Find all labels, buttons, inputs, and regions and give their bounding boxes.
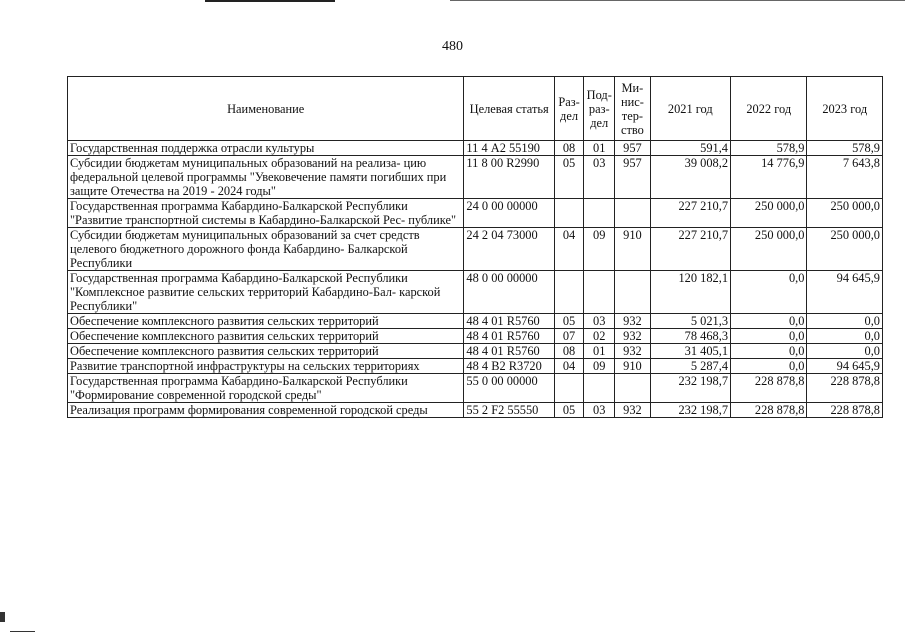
table-body: [68, 141, 883, 418]
cell-name: Реализация программ формирования современной городской среды: [68, 403, 464, 418]
cell-2022: 0,0: [731, 344, 807, 359]
cell-ministry: [615, 374, 650, 403]
header-target: Целевая статья: [464, 77, 555, 141]
table-row: [68, 344, 883, 359]
table-row: [68, 141, 883, 156]
cell-2022: 250 000,0: [731, 228, 807, 271]
cell-section: 05: [554, 156, 583, 199]
cell-ministry: 932: [615, 344, 650, 359]
table-row: [68, 329, 883, 344]
cell-2022: 0,0: [731, 359, 807, 374]
cell-2023: 250 000,0: [807, 228, 883, 271]
cell-section: 07: [554, 329, 583, 344]
cell-name: Субсидии бюджетам муниципальных образований за счет средств целевого бюджетного дорожного фонда Кабардино- Балкарской Республики: [68, 228, 464, 271]
cell-ministry: 957: [615, 141, 650, 156]
cell-subsection: [584, 271, 615, 314]
table-row: [68, 314, 883, 329]
cell-section: 05: [554, 314, 583, 329]
cell-2021: 5 021,3: [650, 314, 730, 329]
header-ministry: Ми- нис- тер- ство: [615, 77, 650, 141]
cell-target: 55 0 00 00000: [464, 374, 555, 403]
cell-name: Развитие транспортной инфраструктуры на сельских территориях: [68, 359, 464, 374]
cell-2021: 232 198,7: [650, 403, 730, 418]
cell-2023: 0,0: [807, 344, 883, 359]
table-row: [68, 199, 883, 228]
cell-subsection: [584, 374, 615, 403]
cell-target: 48 4 01 R5760: [464, 344, 555, 359]
cell-section: [554, 374, 583, 403]
cell-target: 11 8 00 R2990: [464, 156, 555, 199]
table-row: [68, 228, 883, 271]
cell-section: [554, 271, 583, 314]
budget-table: [67, 76, 883, 418]
table-row: [68, 374, 883, 403]
header-name: Наименование: [68, 77, 464, 141]
cell-2021: 232 198,7: [650, 374, 730, 403]
scan-mark: [0, 612, 5, 622]
cell-2022: 228 878,8: [731, 374, 807, 403]
cell-subsection: 01: [584, 141, 615, 156]
cell-ministry: [615, 199, 650, 228]
cell-target: 24 2 04 73000: [464, 228, 555, 271]
cell-section: [554, 199, 583, 228]
cell-ministry: [615, 271, 650, 314]
cell-subsection: 09: [584, 359, 615, 374]
table-row: [68, 156, 883, 199]
cell-name: Обеспечение комплексного развития сельских территорий: [68, 329, 464, 344]
cell-2023: 228 878,8: [807, 403, 883, 418]
top-rule-right: [450, 0, 905, 1]
cell-ministry: 957: [615, 156, 650, 199]
cell-section: 05: [554, 403, 583, 418]
table-header-row: [68, 77, 883, 141]
cell-2021: 591,4: [650, 141, 730, 156]
cell-subsection: 03: [584, 403, 615, 418]
page-number: 480: [442, 39, 463, 54]
cell-2022: 0,0: [731, 329, 807, 344]
cell-subsection: [584, 199, 615, 228]
cell-2022: 228 878,8: [731, 403, 807, 418]
cell-2023: 7 643,8: [807, 156, 883, 199]
cell-target: 48 4 В2 R3720: [464, 359, 555, 374]
table-row: [68, 403, 883, 418]
cell-ministry: 910: [615, 359, 650, 374]
cell-target: 48 4 01 R5760: [464, 329, 555, 344]
cell-target: 55 2 F2 55550: [464, 403, 555, 418]
cell-name: Обеспечение комплексного развития сельских территорий: [68, 314, 464, 329]
cell-name: Субсидии бюджетам муниципальных образований на реализа- цию федеральной целевой программы "Увековечение памяти погибших при защите Отечества на 2019 - 2024 годы": [68, 156, 464, 199]
cell-2021: 39 008,2: [650, 156, 730, 199]
cell-name: Государственная программа Кабардино-Балкарской Республики "Комплексное развитие сельских территорий Кабардино-Бал- карской Республики": [68, 271, 464, 314]
cell-ministry: 910: [615, 228, 650, 271]
table-row: [68, 359, 883, 374]
cell-ministry: 932: [615, 314, 650, 329]
cell-section: 08: [554, 141, 583, 156]
cell-name: Государственная поддержка отрасли культуры: [68, 141, 464, 156]
cell-2021: 227 210,7: [650, 199, 730, 228]
cell-subsection: 03: [584, 156, 615, 199]
cell-2021: 120 182,1: [650, 271, 730, 314]
cell-target: 48 0 00 00000: [464, 271, 555, 314]
cell-2022: 578,9: [731, 141, 807, 156]
cell-target: 48 4 01 R5760: [464, 314, 555, 329]
cell-target: 24 0 00 00000: [464, 199, 555, 228]
cell-2023: 94 645,9: [807, 271, 883, 314]
cell-section: 08: [554, 344, 583, 359]
header-section: Раз- дел: [554, 77, 583, 141]
cell-2023: 250 000,0: [807, 199, 883, 228]
header-subsection: Под- раз- дел: [584, 77, 615, 141]
cell-subsection: 03: [584, 314, 615, 329]
cell-2021: 31 405,1: [650, 344, 730, 359]
cell-2022: 0,0: [731, 271, 807, 314]
cell-ministry: 932: [615, 329, 650, 344]
cell-2023: 228 878,8: [807, 374, 883, 403]
cell-2023: 94 645,9: [807, 359, 883, 374]
cell-2023: 0,0: [807, 329, 883, 344]
cell-2021: 227 210,7: [650, 228, 730, 271]
header-2022: 2022 год: [731, 77, 807, 141]
cell-name: Государственная программа Кабардино-Балкарской Республики "Формирование современной городской среды": [68, 374, 464, 403]
cell-target: 11 4 А2 55190: [464, 141, 555, 156]
cell-subsection: 01: [584, 344, 615, 359]
scan-line: [10, 631, 35, 632]
table-row: [68, 271, 883, 314]
top-rule-left: [205, 0, 335, 2]
cell-name: Государственная программа Кабардино-Балкарской Республики "Развитие транспортной системы в Кабардино-Балкарской Рес- публике": [68, 199, 464, 228]
cell-2022: 0,0: [731, 314, 807, 329]
cell-name: Обеспечение комплексного развития сельских территорий: [68, 344, 464, 359]
cell-2022: 14 776,9: [731, 156, 807, 199]
cell-2023: 0,0: [807, 314, 883, 329]
cell-section: 04: [554, 228, 583, 271]
cell-2023: 578,9: [807, 141, 883, 156]
cell-2021: 78 468,3: [650, 329, 730, 344]
cell-section: 04: [554, 359, 583, 374]
cell-2021: 5 287,4: [650, 359, 730, 374]
header-2023: 2023 год: [807, 77, 883, 141]
header-2021: 2021 год: [650, 77, 730, 141]
cell-subsection: 09: [584, 228, 615, 271]
cell-2022: 250 000,0: [731, 199, 807, 228]
cell-ministry: 932: [615, 403, 650, 418]
cell-subsection: 02: [584, 329, 615, 344]
